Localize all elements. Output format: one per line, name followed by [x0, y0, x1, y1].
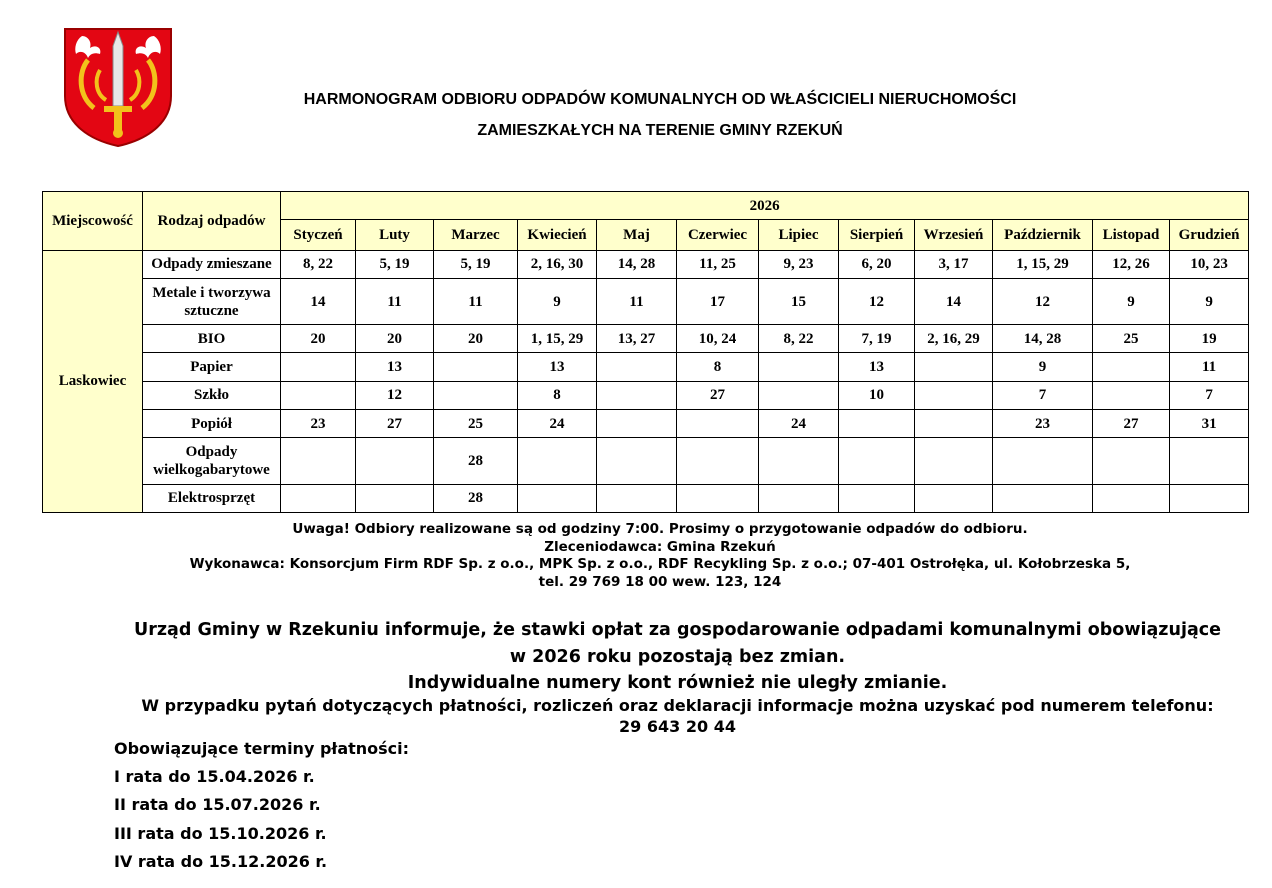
- month-header: Lipiec: [759, 220, 839, 250]
- collection-dates-cell: 6, 20: [839, 250, 915, 278]
- month-header: Luty: [356, 220, 434, 250]
- collection-dates-cell: 10, 23: [1170, 250, 1249, 278]
- collection-dates-cell: 10, 24: [677, 325, 759, 353]
- payment-installment: IV rata do 15.12.2026 r.: [114, 852, 328, 871]
- collection-dates-cell: 12: [356, 381, 434, 409]
- collection-dates-cell: 1, 15, 29: [518, 325, 597, 353]
- payment-installment: III rata do 15.10.2026 r.: [114, 824, 327, 843]
- payments-heading: Obowiązujące terminy płatności:: [114, 739, 410, 758]
- collection-dates-cell: 9: [1093, 278, 1170, 324]
- collection-dates-cell: 31: [1170, 409, 1249, 437]
- collection-dates-cell: 12, 26: [1093, 250, 1170, 278]
- schedule-title-line2: ZAMIESZKAŁYCH NA TERENIE GMINY RZEKUŃ: [477, 122, 843, 139]
- month-header: Wrzesień: [915, 220, 993, 250]
- table-row: [43, 250, 1249, 278]
- collection-dates-cell: [1093, 438, 1170, 484]
- collection-dates-cell: 14: [281, 278, 356, 324]
- collection-dates-cell: 9: [1170, 278, 1249, 324]
- collection-dates-cell: [281, 438, 356, 484]
- collection-dates-cell: 28: [434, 484, 518, 512]
- collection-dates-cell: [839, 484, 915, 512]
- table-row: [43, 325, 1249, 353]
- collection-dates-cell: 7: [993, 381, 1093, 409]
- month-header: Czerwiec: [677, 220, 759, 250]
- collection-dates-cell: 14, 28: [597, 250, 677, 278]
- table-row: [43, 353, 1249, 381]
- collection-dates-cell: 20: [281, 325, 356, 353]
- collection-dates-cell: [993, 438, 1093, 484]
- collection-dates-cell: [1093, 353, 1170, 381]
- collection-dates-cell: 20: [356, 325, 434, 353]
- collection-dates-cell: [518, 484, 597, 512]
- collection-dates-cell: [281, 381, 356, 409]
- collection-dates-cell: 14: [915, 278, 993, 324]
- collection-dates-cell: [597, 484, 677, 512]
- collection-dates-cell: [597, 438, 677, 484]
- collection-dates-cell: [839, 438, 915, 484]
- collection-dates-cell: [915, 381, 993, 409]
- collection-schedule-table: [42, 191, 1249, 513]
- table-row: [43, 438, 1249, 484]
- header-place: Miejscowość: [43, 192, 143, 251]
- collection-dates-cell: 23: [281, 409, 356, 437]
- collection-dates-cell: 13: [839, 353, 915, 381]
- collection-dates-cell: [759, 381, 839, 409]
- month-header: Maj: [597, 220, 677, 250]
- info-phone-number: 29 643 20 44: [619, 717, 736, 736]
- collection-dates-cell: 7: [1170, 381, 1249, 409]
- collection-dates-cell: [434, 381, 518, 409]
- collection-dates-cell: [677, 438, 759, 484]
- header-year: 2026: [281, 192, 1249, 220]
- payment-installment: II rata do 15.07.2026 r.: [114, 795, 321, 814]
- info-fees-line2: w 2026 roku pozostają bez zmian.: [509, 647, 846, 667]
- collection-dates-cell: [915, 353, 993, 381]
- collection-dates-cell: 23: [993, 409, 1093, 437]
- collection-dates-cell: 9: [993, 353, 1093, 381]
- collection-dates-cell: [281, 484, 356, 512]
- collection-dates-cell: [915, 484, 993, 512]
- collection-dates-cell: 2, 16, 29: [915, 325, 993, 353]
- collection-dates-cell: [1093, 484, 1170, 512]
- collection-dates-cell: 8, 22: [759, 325, 839, 353]
- table-row: [43, 484, 1249, 512]
- month-header: Kwiecień: [518, 220, 597, 250]
- collection-dates-cell: 27: [356, 409, 434, 437]
- collection-dates-cell: 19: [1170, 325, 1249, 353]
- collection-dates-cell: 12: [993, 278, 1093, 324]
- collection-dates-cell: [993, 484, 1093, 512]
- collection-dates-cell: 24: [518, 409, 597, 437]
- note-contractor: Wykonawca: Konsorcjum Firm RDF Sp. z o.o., MPK Sp. z o.o., RDF Recykling Sp. z o.o.; 07-401 Ostrołęka, ul. Kołobrzeska 5,: [189, 556, 1131, 572]
- collection-dates-cell: [1093, 381, 1170, 409]
- collection-dates-cell: 14, 28: [993, 325, 1093, 353]
- collection-dates-cell: 5, 19: [356, 250, 434, 278]
- collection-dates-cell: [677, 484, 759, 512]
- collection-dates-cell: 11, 25: [677, 250, 759, 278]
- collection-dates-cell: 13: [518, 353, 597, 381]
- collection-dates-cell: 9, 23: [759, 250, 839, 278]
- collection-dates-cell: 13, 27: [597, 325, 677, 353]
- waste-type-cell: Popiół: [143, 409, 281, 437]
- collection-dates-cell: [915, 438, 993, 484]
- collection-dates-cell: [356, 438, 434, 484]
- note-contractor-phone: tel. 29 769 18 00 wew. 123, 124: [538, 574, 782, 590]
- collection-dates-cell: 27: [1093, 409, 1170, 437]
- collection-dates-cell: [1170, 438, 1249, 484]
- info-questions: W przypadku pytań dotyczących płatności, rozliczeń oraz deklaracji informacje można uzyskać pod numerem telefonu:: [141, 696, 1214, 715]
- collection-dates-cell: [281, 353, 356, 381]
- waste-type-cell: Metale i tworzywa sztuczne: [143, 278, 281, 324]
- collection-dates-cell: 11: [356, 278, 434, 324]
- collection-dates-cell: [434, 353, 518, 381]
- collection-dates-cell: 28: [434, 438, 518, 484]
- month-header: Październik: [993, 220, 1093, 250]
- table-row: [43, 381, 1249, 409]
- collection-dates-cell: 13: [356, 353, 434, 381]
- waste-type-cell: Elektrosprzęt: [143, 484, 281, 512]
- collection-dates-cell: [597, 409, 677, 437]
- collection-dates-cell: 10: [839, 381, 915, 409]
- collection-dates-cell: 7, 19: [839, 325, 915, 353]
- month-header: Styczeń: [281, 220, 356, 250]
- header-waste-type: Rodzaj odpadów: [143, 192, 281, 251]
- collection-dates-cell: [915, 409, 993, 437]
- schedule-title-line1: HARMONOGRAM ODBIORU ODPADÓW KOMUNALNYCH OD WŁAŚCICIELI NIERUCHOMOŚCI: [303, 91, 1017, 108]
- gmina-coat-of-arms: [62, 26, 174, 148]
- collection-dates-cell: 12: [839, 278, 915, 324]
- collection-dates-cell: [759, 484, 839, 512]
- month-header: Sierpień: [839, 220, 915, 250]
- month-header: Marzec: [434, 220, 518, 250]
- collection-dates-cell: 2, 16, 30: [518, 250, 597, 278]
- collection-dates-cell: [759, 353, 839, 381]
- table-row: [43, 409, 1249, 437]
- waste-type-cell: Odpady zmieszane: [143, 250, 281, 278]
- collection-dates-cell: [597, 381, 677, 409]
- collection-dates-cell: 8: [677, 353, 759, 381]
- collection-dates-cell: 11: [597, 278, 677, 324]
- collection-dates-cell: 11: [1170, 353, 1249, 381]
- collection-dates-cell: 8, 22: [281, 250, 356, 278]
- collection-dates-cell: [518, 438, 597, 484]
- collection-dates-cell: 8: [518, 381, 597, 409]
- waste-type-cell: Odpady wielkogabarytowe: [143, 438, 281, 484]
- collection-dates-cell: 25: [434, 409, 518, 437]
- payment-installment: I rata do 15.04.2026 r.: [114, 767, 315, 786]
- collection-dates-cell: 11: [434, 278, 518, 324]
- table-row: [43, 278, 1249, 324]
- collection-dates-cell: 24: [759, 409, 839, 437]
- collection-dates-cell: [1170, 484, 1249, 512]
- collection-dates-cell: [677, 409, 759, 437]
- collection-dates-cell: 27: [677, 381, 759, 409]
- collection-dates-cell: [597, 353, 677, 381]
- collection-dates-cell: 25: [1093, 325, 1170, 353]
- collection-dates-cell: 20: [434, 325, 518, 353]
- collection-dates-cell: 1, 15, 29: [993, 250, 1093, 278]
- collection-dates-cell: 9: [518, 278, 597, 324]
- month-header: Listopad: [1093, 220, 1170, 250]
- collection-dates-cell: 3, 17: [915, 250, 993, 278]
- collection-dates-cell: [759, 438, 839, 484]
- collection-dates-cell: 17: [677, 278, 759, 324]
- place-cell: Laskowiec: [43, 250, 143, 512]
- waste-type-cell: Papier: [143, 353, 281, 381]
- waste-type-cell: Szkło: [143, 381, 281, 409]
- info-fees-line1: Urząd Gminy w Rzekuniu informuje, że stawki opłat za gospodarowanie odpadami komunalnymi obowiązujące: [134, 620, 1221, 640]
- collection-dates-cell: [839, 409, 915, 437]
- waste-type-cell: BIO: [143, 325, 281, 353]
- collection-dates-cell: 5, 19: [434, 250, 518, 278]
- month-header: Grudzień: [1170, 220, 1249, 250]
- info-accounts: Indywidualne numery kont również nie uległy zmianie.: [407, 673, 948, 693]
- note-client: Zleceniodawca: Gmina Rzekuń: [544, 539, 776, 555]
- collection-dates-cell: [356, 484, 434, 512]
- note-collection-time: Uwaga! Odbiory realizowane są od godziny 7:00. Prosimy o przygotowanie odpadów do odbioru.: [292, 521, 1028, 537]
- collection-dates-cell: 15: [759, 278, 839, 324]
